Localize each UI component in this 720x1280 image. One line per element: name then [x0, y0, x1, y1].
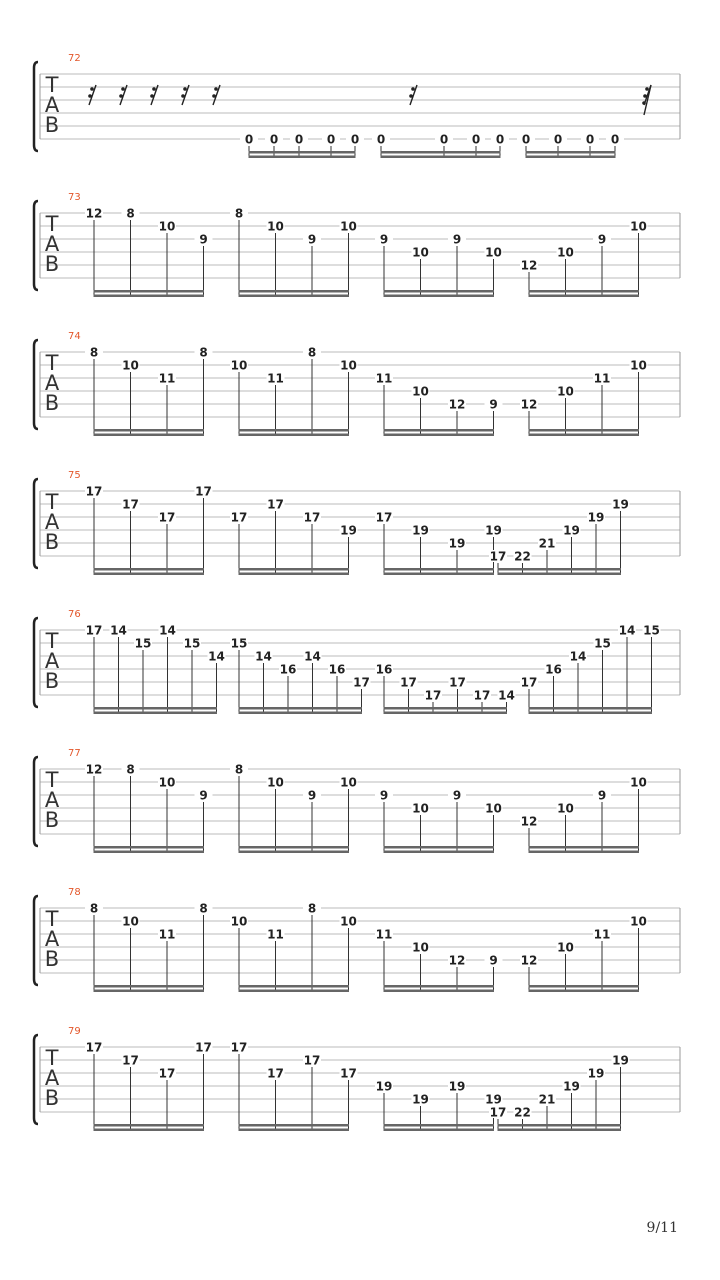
- fret-number: 14: [255, 649, 272, 664]
- tab-system: [34, 192, 680, 297]
- fret-number: 0: [471, 132, 481, 147]
- fret-number: 0: [294, 132, 304, 147]
- fret-number: 17: [158, 510, 176, 525]
- beam: [498, 1124, 622, 1127]
- fret-number: 14: [304, 649, 321, 664]
- rhythm-slash: [212, 85, 220, 105]
- beam: [249, 156, 356, 159]
- tab-system: [34, 53, 680, 158]
- beam: [94, 290, 205, 293]
- fret-number: 14: [569, 649, 587, 664]
- beam: [239, 434, 350, 437]
- beam: [529, 846, 640, 849]
- fret-number: 9: [307, 788, 317, 803]
- system-bracket: [34, 340, 38, 429]
- fret-number: 10: [557, 940, 574, 955]
- fret-number: 16: [328, 662, 346, 677]
- fret-number: 12: [520, 397, 538, 412]
- fret-number: 17: [489, 1105, 507, 1120]
- tab-clef-letter: T: [45, 1046, 59, 1070]
- fret-number: 10: [158, 775, 176, 790]
- fret-number: 10: [630, 914, 647, 929]
- fret-number: 11: [593, 371, 611, 386]
- fret-number: 19: [412, 1092, 429, 1107]
- beam: [529, 290, 640, 293]
- fret-number: 17: [122, 497, 139, 512]
- rhythm-slash: [181, 85, 189, 105]
- beam: [384, 295, 495, 298]
- fret-number: 14: [159, 623, 176, 638]
- beam: [94, 851, 205, 854]
- bar-number: 77: [68, 748, 81, 759]
- fret-number: 16: [375, 662, 393, 677]
- fret-number: 17: [122, 1053, 139, 1068]
- fret-number: 19: [563, 523, 580, 538]
- beam: [384, 990, 495, 993]
- beam: [526, 151, 616, 154]
- beam: [239, 990, 350, 993]
- beam: [384, 707, 508, 710]
- tab-clef-letter: T: [45, 907, 59, 931]
- bar-number: 79: [68, 1026, 81, 1037]
- beam: [529, 990, 640, 993]
- fret-number: 17: [424, 688, 442, 703]
- beam: [384, 434, 495, 437]
- fret-number: 19: [375, 1079, 393, 1094]
- beam: [94, 990, 205, 993]
- beam: [381, 151, 501, 154]
- fret-number: 17: [353, 675, 370, 690]
- tab-clef-letter: B: [44, 808, 60, 832]
- beam: [94, 712, 218, 715]
- fret-number: 10: [557, 245, 574, 260]
- beam: [239, 1124, 350, 1127]
- fret-number: 9: [379, 232, 389, 247]
- fret-number: 17: [230, 1040, 248, 1055]
- fret-number: 8: [89, 901, 99, 916]
- fret-number: 10: [630, 775, 647, 790]
- fret-number: 19: [485, 523, 502, 538]
- tab-system: [34, 609, 680, 714]
- fret-number: 10: [340, 219, 357, 234]
- fret-number: 9: [307, 232, 317, 247]
- fret-number: 11: [158, 371, 176, 386]
- bar-number: 72: [68, 53, 81, 64]
- fret-number: 11: [267, 371, 284, 386]
- fret-number: 11: [375, 371, 393, 386]
- beam: [529, 851, 640, 854]
- tab-clef-letter: A: [44, 788, 60, 812]
- fret-number: 15: [183, 636, 201, 651]
- fret-number: 10: [122, 358, 139, 373]
- tab-clef-letter: B: [44, 252, 60, 276]
- fret-number: 0: [610, 132, 620, 147]
- fret-number: 12: [85, 206, 103, 221]
- fret-number: 10: [412, 245, 429, 260]
- fret-number: 9: [199, 788, 208, 803]
- fret-number: 15: [230, 636, 248, 651]
- beam: [239, 568, 350, 571]
- beam: [529, 429, 640, 432]
- beam: [239, 985, 350, 988]
- tab-clef-letter: B: [44, 391, 60, 415]
- fret-number: 17: [400, 675, 417, 690]
- fret-number: 10: [557, 801, 574, 816]
- bar-number: 74: [68, 331, 81, 342]
- beam: [94, 846, 205, 849]
- beam: [94, 1124, 205, 1127]
- tab-clef-letter: B: [44, 530, 60, 554]
- beam: [498, 568, 622, 571]
- beam: [239, 290, 350, 293]
- beam: [94, 573, 205, 576]
- beam: [94, 429, 205, 432]
- fret-number: 17: [375, 510, 393, 525]
- fret-number: 0: [350, 132, 360, 147]
- fret-number: 11: [158, 927, 176, 942]
- rhythm-slash: [88, 85, 96, 105]
- tab-clef-letter: A: [44, 649, 60, 673]
- tab-clef-letter: A: [44, 927, 60, 951]
- fret-number: 12: [85, 762, 103, 777]
- fret-number: 10: [412, 801, 429, 816]
- tab-system: [34, 331, 680, 436]
- beam: [94, 568, 205, 571]
- fret-number: 14: [498, 688, 515, 703]
- fret-number: 17: [473, 688, 491, 703]
- beam: [239, 851, 350, 854]
- fret-number: 8: [199, 345, 208, 360]
- fret-number: 17: [489, 549, 507, 564]
- fret-number: 11: [267, 927, 284, 942]
- beam: [381, 156, 501, 159]
- fret-number: 11: [593, 927, 611, 942]
- tab-clef-letter: B: [44, 947, 60, 971]
- system-bracket: [34, 618, 38, 707]
- system-bracket: [34, 479, 38, 568]
- fret-number: 8: [307, 345, 317, 360]
- tab-system: [34, 887, 680, 992]
- beam: [529, 707, 653, 710]
- tab-clef-letter: A: [44, 232, 60, 256]
- fret-number: 10: [412, 940, 429, 955]
- beam: [384, 1129, 495, 1132]
- beam: [529, 295, 640, 298]
- fret-number: 17: [85, 484, 103, 499]
- fret-number: 10: [630, 219, 647, 234]
- fret-number: 19: [587, 1066, 605, 1081]
- beam: [384, 429, 495, 432]
- beam: [529, 712, 653, 715]
- fret-number: 17: [340, 1066, 357, 1081]
- fret-number: 21: [538, 1092, 556, 1107]
- fret-number: 10: [630, 358, 647, 373]
- fret-number: 19: [448, 1079, 466, 1094]
- beam: [384, 712, 508, 715]
- tab-clef-letter: B: [44, 113, 60, 137]
- tab-clef-letter: A: [44, 371, 60, 395]
- beam: [239, 707, 363, 710]
- fret-number: 12: [520, 814, 538, 829]
- fret-number: 15: [643, 623, 660, 638]
- fret-number: 17: [303, 510, 321, 525]
- fret-number: 9: [199, 232, 208, 247]
- fret-number: 17: [158, 1066, 176, 1081]
- fret-number: 17: [303, 1053, 321, 1068]
- beam: [384, 985, 495, 988]
- fret-number: 10: [557, 384, 574, 399]
- fret-number: 17: [267, 1066, 284, 1081]
- beam: [384, 573, 495, 576]
- fret-number: 9: [489, 397, 498, 412]
- tab-system: [34, 1026, 680, 1131]
- fret-number: 0: [495, 132, 505, 147]
- fret-number: 14: [208, 649, 225, 664]
- fret-number: 10: [122, 914, 139, 929]
- fret-number: 12: [520, 258, 538, 273]
- tab-clef-letter: T: [45, 73, 59, 97]
- page-number: 9/11: [646, 1220, 678, 1236]
- fret-number: 19: [448, 536, 466, 551]
- beam: [384, 851, 495, 854]
- system-bracket: [34, 1035, 38, 1124]
- fret-number: 9: [379, 788, 389, 803]
- beam: [94, 434, 205, 437]
- beam: [239, 846, 350, 849]
- fret-number: 9: [489, 953, 498, 968]
- beam: [94, 1129, 205, 1132]
- fret-number: 16: [279, 662, 297, 677]
- fret-number: 19: [485, 1092, 502, 1107]
- fret-number: 10: [230, 914, 248, 929]
- fret-number: 17: [520, 675, 538, 690]
- beam: [384, 1124, 495, 1127]
- beam: [384, 846, 495, 849]
- bar-number: 75: [68, 470, 81, 481]
- fret-number: 8: [89, 345, 99, 360]
- fret-number: 14: [110, 623, 127, 638]
- fret-number: 9: [452, 788, 462, 803]
- fret-number: 10: [485, 801, 502, 816]
- fret-number: 0: [553, 132, 563, 147]
- fret-number: 10: [267, 775, 284, 790]
- tab-clef-letter: T: [45, 768, 59, 792]
- fret-number: 8: [199, 901, 208, 916]
- fret-number: 0: [439, 132, 449, 147]
- tab-clef-letter: A: [44, 1066, 60, 1090]
- beam: [384, 568, 495, 571]
- tab-clef-letter: A: [44, 510, 60, 534]
- bar-number: 78: [68, 887, 81, 898]
- tab-clef-letter: T: [45, 629, 59, 653]
- beam: [94, 295, 205, 298]
- fret-number: 12: [448, 397, 466, 412]
- tab-clef-letter: B: [44, 669, 60, 693]
- tab-clef-letter: T: [45, 351, 59, 375]
- tab-clef-letter: A: [44, 93, 60, 117]
- fret-number: 17: [230, 510, 248, 525]
- fret-number: 19: [563, 1079, 580, 1094]
- fret-number: 0: [521, 132, 531, 147]
- tab-clef-letter: B: [44, 1086, 60, 1110]
- fret-number: 10: [485, 245, 502, 260]
- system-bracket: [34, 201, 38, 290]
- beam: [239, 573, 350, 576]
- beam: [94, 707, 218, 710]
- fret-number: 0: [376, 132, 386, 147]
- rhythm-slash: [409, 85, 417, 105]
- fret-number: 22: [514, 549, 531, 564]
- fret-number: 15: [134, 636, 152, 651]
- beam: [239, 429, 350, 432]
- tab-clef-letter: T: [45, 212, 59, 236]
- fret-number: 12: [520, 953, 538, 968]
- fret-number: 12: [448, 953, 466, 968]
- tab-clef-letter: T: [45, 490, 59, 514]
- fret-number: 0: [269, 132, 279, 147]
- bar-number: 73: [68, 192, 81, 203]
- beam: [239, 712, 363, 715]
- fret-number: 0: [244, 132, 254, 147]
- fret-number: 11: [375, 927, 393, 942]
- fret-number: 0: [585, 132, 595, 147]
- fret-number: 17: [85, 623, 103, 638]
- fret-number: 0: [326, 132, 336, 147]
- fret-number: 10: [340, 914, 357, 929]
- beam: [529, 434, 640, 437]
- tab-system: [34, 470, 680, 575]
- tab-system: [34, 748, 680, 853]
- fret-number: 10: [340, 358, 357, 373]
- beam: [94, 985, 205, 988]
- beam: [526, 156, 616, 159]
- fret-number: 8: [126, 762, 135, 777]
- fret-number: 19: [587, 510, 605, 525]
- fret-number: 8: [307, 901, 317, 916]
- beam: [529, 985, 640, 988]
- fret-number: 10: [340, 775, 357, 790]
- beam: [498, 573, 622, 576]
- fret-number: 9: [597, 788, 607, 803]
- rhythm-slash: [119, 85, 127, 105]
- fret-number: 17: [85, 1040, 103, 1055]
- fret-number: 16: [545, 662, 562, 677]
- fret-number: 10: [267, 219, 284, 234]
- fret-number: 19: [612, 1053, 629, 1068]
- rhythm-slash: [150, 85, 158, 105]
- fret-number: 19: [612, 497, 629, 512]
- fret-number: 19: [340, 523, 357, 538]
- fret-number: 17: [195, 484, 212, 499]
- fret-number: 15: [594, 636, 611, 651]
- fret-number: 9: [597, 232, 607, 247]
- fret-number: 19: [412, 523, 429, 538]
- fret-number: 10: [412, 384, 429, 399]
- beam: [239, 1129, 350, 1132]
- beam: [384, 290, 495, 293]
- system-bracket: [34, 62, 38, 151]
- system-bracket: [34, 757, 38, 846]
- fret-number: 9: [452, 232, 462, 247]
- system-bracket: [34, 896, 38, 985]
- bar-number: 76: [68, 609, 81, 620]
- fret-number: 8: [126, 206, 135, 221]
- fret-number: 8: [234, 206, 244, 221]
- fret-number: 10: [158, 219, 176, 234]
- fret-number: 10: [230, 358, 248, 373]
- fret-number: 17: [449, 675, 466, 690]
- beam: [249, 151, 356, 154]
- fret-number: 17: [267, 497, 284, 512]
- fret-number: 17: [195, 1040, 212, 1055]
- fret-number: 14: [618, 623, 636, 638]
- fret-number: 21: [538, 536, 556, 551]
- beam: [498, 1129, 622, 1132]
- fret-number: 8: [234, 762, 244, 777]
- beam: [239, 295, 350, 298]
- fret-number: 22: [514, 1105, 531, 1120]
